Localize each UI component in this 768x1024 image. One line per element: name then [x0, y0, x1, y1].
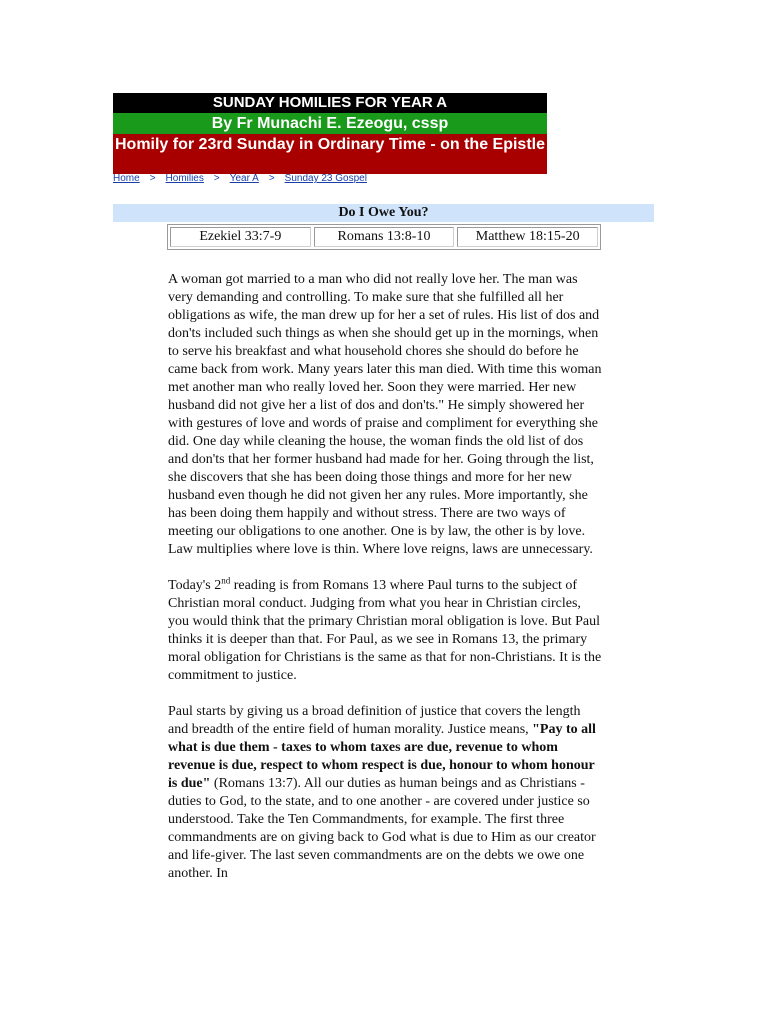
- paragraph-3: [168, 703, 602, 883]
- breadcrumb-home-link[interactable]: Home: [113, 173, 140, 184]
- author-banner: By Fr Munachi E. Ezeogu, cssp: [113, 113, 547, 134]
- paragraph-1: A woman got married to a man who did not really love her. The man was very demanding and controlling. To make sure that she fulfilled all her obligations as wife, the man drew up for her a set of rules. His list of dos and don'ts included such things as when she should get up in the mornings, when to serve his breakfast and what household chores she should do before he came back from work. Many years later this man died. With time this woman met another man who really loved her. Soon they were married. Her new husband did not give her a list of dos and don'ts." He simply showered her with gestures of love and words of praise and compliment for everything she did. One day while cleaning the house, the woman finds the old list of dos and don'ts that her former husband had made for her. Going through the list, she discovers that she has been doing those things and more for her new husband even though he did not given her any rules. More importantly, she has been doing them happily and without stress. There are two ways of meeting our obligations to one another. One is by law, the other is by love. Law multiplies where love is thin. Where love reigns, laws are unnecessary.: [168, 272, 602, 557]
- paragraph-3-rest: (Romans 13:7). All our duties as human beings and as Christians - duties to God, to the state, and to one another - are covered under justice so understood. Take the Ten Commandments, for example. The first three commandments are on giving back to God what is due to Him as our creator and life-giver. The last seven commandments are on the debts we owe one another. In: [168, 776, 596, 881]
- scripture-quote: "Pay to all what is due them - taxes to whom taxes are due, revenue to whom revenue is due, respect to whom respect is due, honour to whom honour is due": [168, 722, 596, 791]
- paragraph-2: [168, 577, 602, 685]
- breadcrumb-separator: >: [268, 173, 275, 184]
- ordinal-suffix: nd: [221, 575, 231, 586]
- breadcrumb-current-link[interactable]: Sunday 23 Gospel: [284, 173, 367, 184]
- breadcrumb-separator: >: [149, 173, 156, 184]
- breadcrumb: [113, 172, 367, 186]
- article-body: [168, 271, 602, 901]
- paragraph-2-start: Today's 2: [168, 578, 222, 593]
- reading-gospel[interactable]: Matthew 18:15-20: [457, 227, 598, 247]
- breadcrumb-homilies-link[interactable]: Homilies: [165, 173, 204, 184]
- paragraph-3-start: Paul starts by giving us a broad definition of justice that covers the length and breadth of the entire field of human morality. Justice means,: [168, 704, 581, 737]
- breadcrumb-year-link[interactable]: Year A: [229, 173, 259, 184]
- reading-second[interactable]: Romans 13:8-10: [314, 227, 455, 247]
- reading-first[interactable]: Ezekiel 33:7-9: [170, 227, 311, 247]
- breadcrumb-separator: >: [213, 173, 220, 184]
- readings-table: [167, 224, 601, 250]
- article-title: Do I Owe You?: [113, 204, 654, 222]
- homily-title-banner: Homily for 23rd Sunday in Ordinary Time - on the Epistle: [113, 134, 547, 174]
- site-title-banner: SUNDAY HOMILIES FOR YEAR A: [113, 93, 547, 113]
- paragraph-2-rest: reading is from Romans 13 where Paul turns to the subject of Christian moral conduct. Judging from what you hear in Christian circles, you would think that the primary Christian moral obligation is love. But Paul thinks it is deeper than that. For Paul, as we see in Romans 13, the primary moral obligation for Christians is the same as that for non-Christians. It is the commitment to justice.: [168, 578, 602, 683]
